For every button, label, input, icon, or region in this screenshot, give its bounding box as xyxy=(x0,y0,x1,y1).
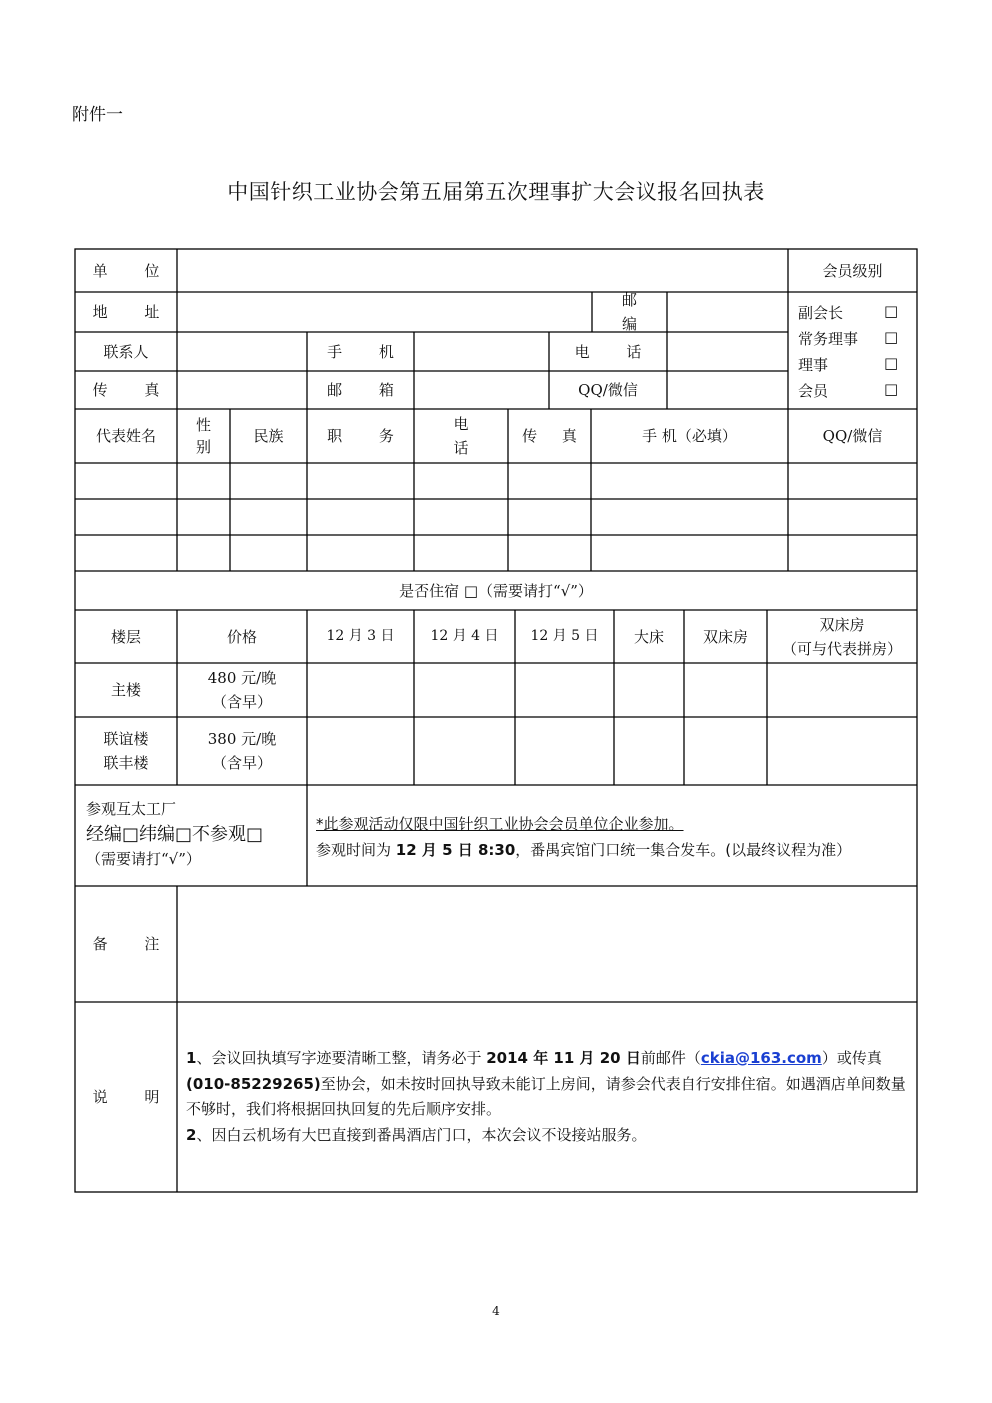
rep-position-header: 职 务 xyxy=(327,427,410,445)
floor-header: 楼层 xyxy=(110,627,141,646)
unit-field[interactable] xyxy=(177,249,788,292)
contact-label: 联系人 xyxy=(103,342,149,361)
rep-fax-header: 传 真 xyxy=(522,427,587,445)
tour-note-members-only: *此参观活动仅限中国针织工业协会会员单位企业参加。 xyxy=(316,815,684,833)
address-label: 地 址 xyxy=(92,303,176,321)
rep-mobile-header: 手 机（必填） xyxy=(642,427,737,445)
main-building-label: 主楼 xyxy=(110,681,141,699)
fax-field[interactable] xyxy=(177,371,307,409)
king-bed-header: 大床 xyxy=(633,627,664,646)
level-standing-director-checkbox[interactable]: □ xyxy=(884,328,899,346)
fax-label: 传 真 xyxy=(92,381,176,399)
note-1: 1、会议回执填写字迹要清晰工整，请务必于 2014 年 11 月 20 日前邮件（ckia@163.com）或传真(010-85229265)至协会，如未按时回执导致未能订上房间，请参会代表自行安排住宿。如遇酒店单间数量不够时，我们将根据回执回复的先后顺序安排。 xyxy=(186,1049,906,1118)
date-dec4-header: 12 月 4 日 xyxy=(430,628,499,645)
rep-name-header: 代表姓名 xyxy=(95,427,156,445)
note-2: 2、因白云机场有大巴直接到番禺酒店门口，本次会议不设接站服务。 xyxy=(186,1125,647,1144)
twin-share-header: 双床房 （可与代表拼房） xyxy=(781,615,902,658)
level-vice-president: 副会长 xyxy=(798,304,844,322)
level-director-checkbox[interactable]: □ xyxy=(884,354,899,372)
qq-label: QQ/微信 xyxy=(578,381,638,399)
rep-gender-header: 性 别 xyxy=(195,415,211,456)
lianyi-building-label: 联谊楼 联丰楼 xyxy=(103,730,149,772)
postcode-label: 邮 编 xyxy=(621,291,653,333)
tour-hint: （需要请打“√”） xyxy=(86,849,201,868)
level-director: 理事 xyxy=(798,356,829,374)
date-dec5-header: 12 月 5 日 xyxy=(530,628,599,645)
price-header: 价格 xyxy=(226,627,257,646)
unit-label: 单 位 xyxy=(92,261,176,280)
main-building-price: 480 元/晚 （含早） xyxy=(207,669,277,711)
phone-field[interactable] xyxy=(667,332,788,371)
explanation-notes xyxy=(186,1046,908,1148)
tour-note-time: 参观时间为 12 月 5 日 8:30，番禺宾馆门口统一集合发车。(以最终议程为准） xyxy=(316,840,852,859)
twin-bed-header: 双床房 xyxy=(702,627,748,646)
date-dec3-header: 12 月 3 日 xyxy=(326,628,395,645)
level-member: 会员 xyxy=(798,382,829,400)
rep-row[interactable] xyxy=(75,535,917,571)
phone-label: 电 话 xyxy=(574,342,658,361)
remarks-field[interactable] xyxy=(177,886,917,1002)
explanation-label: 说 明 xyxy=(92,1088,176,1106)
attachment-label: 附件一 xyxy=(72,105,123,125)
lodging-question: 是否住宿 □（需要请打“√”） xyxy=(399,581,593,600)
remarks-label: 备 注 xyxy=(92,935,176,953)
level-vice-president-checkbox[interactable]: □ xyxy=(884,302,899,320)
email-label: 邮 箱 xyxy=(327,381,410,399)
rep-qq-header: QQ/微信 xyxy=(822,427,883,445)
page-number: 4 xyxy=(492,1304,500,1318)
tour-section xyxy=(86,798,263,870)
email-link[interactable]: ckia@163.com xyxy=(700,1049,822,1067)
mobile-label: 手 机 xyxy=(327,342,410,361)
tour-title: 参观互太工厂 xyxy=(86,800,177,818)
postcode-field[interactable] xyxy=(667,292,788,332)
address-field[interactable] xyxy=(177,292,592,332)
contact-field[interactable] xyxy=(177,332,307,371)
rep-row[interactable] xyxy=(75,499,917,535)
rep-row[interactable] xyxy=(75,463,917,499)
level-standing-director: 常务理事 xyxy=(798,330,859,348)
tour-options[interactable]: 经编□纬编□不参观□ xyxy=(86,823,264,845)
rep-ethnic-header: 民族 xyxy=(253,427,284,445)
email-field[interactable] xyxy=(414,371,549,409)
form-title: 中国针织工业协会第五届第五次理事扩大会议报名回执表 xyxy=(227,180,765,204)
lianyi-building-price: 380 元/晚 （含早） xyxy=(207,730,277,772)
tour-notes xyxy=(316,812,851,863)
level-member-checkbox[interactable]: □ xyxy=(884,380,899,398)
mobile-field[interactable] xyxy=(414,332,549,371)
rep-phone-header: 电 话 xyxy=(453,415,485,457)
qq-field[interactable] xyxy=(667,371,788,409)
member-level-label: 会员级别 xyxy=(822,261,883,280)
